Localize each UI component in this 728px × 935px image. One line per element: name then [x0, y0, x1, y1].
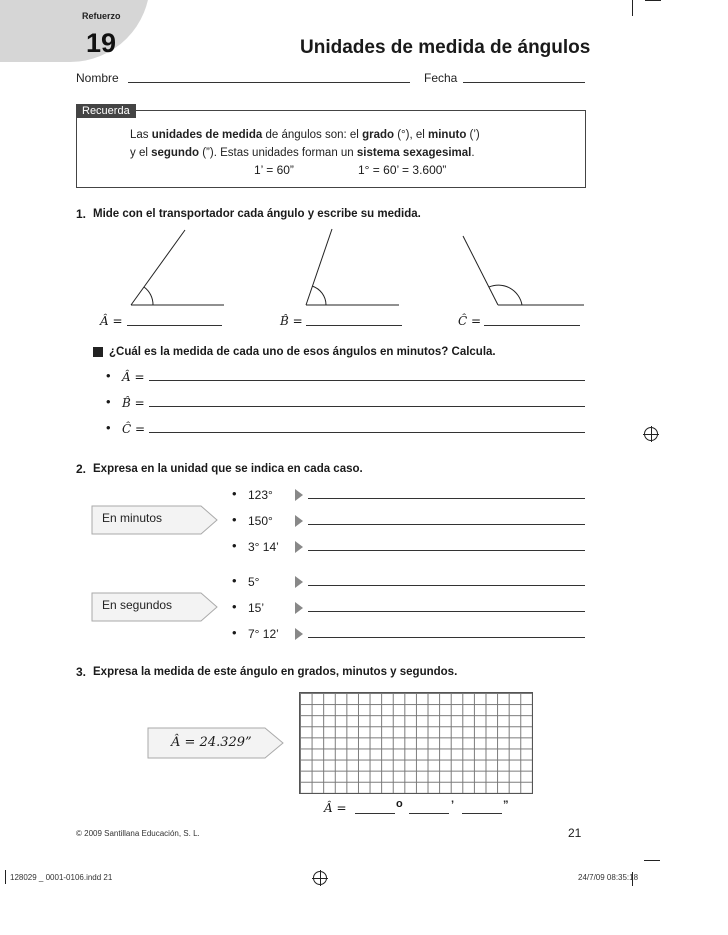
recuerda-label: Recuerda	[76, 104, 136, 118]
tab-label: Refuerzo	[82, 11, 121, 21]
formula-degree: 1° = 60’ = 3.600”	[358, 163, 447, 177]
footer-separator	[0, 868, 728, 869]
sub-a-answer-line[interactable]	[149, 380, 585, 381]
en-segundos-label: En segundos	[102, 598, 173, 612]
bullet-icon: •	[232, 573, 237, 588]
g1-item-2: 150°	[248, 514, 273, 528]
arrow-right-icon	[295, 515, 303, 527]
bullet-icon: •	[232, 486, 237, 501]
q2-text: Expresa en la unidad que se indica en cada caso.	[93, 463, 363, 475]
g2-item-1: 5°	[248, 575, 260, 589]
bullet-icon: •	[106, 368, 111, 383]
q1-sub-text: ¿Cuál es la medida de cada uno de esos ángulos en minutos? Calcula.	[109, 346, 496, 358]
timestamp: 24/7/09 08:35:18	[578, 873, 639, 882]
arrow-right-icon	[295, 541, 303, 553]
sheet-number: 19	[86, 28, 117, 58]
q2-number: 2.	[76, 462, 87, 476]
q3-number: 3.	[76, 665, 87, 679]
angle-c-label: Ĉ =	[458, 314, 482, 328]
sub-b-label: B̂ =	[122, 396, 145, 410]
q3-text: Expresa la medida de este ángulo en grados, minutos y segundos.	[93, 666, 458, 678]
g1-item-3: 3° 14’	[248, 540, 279, 554]
g2-answer-line-1[interactable]	[308, 585, 585, 586]
q3-answer-label: Â =	[324, 801, 347, 815]
formula-minute: 1’ = 60”	[254, 163, 294, 177]
angle-a	[131, 230, 224, 305]
sub-c-label: Ĉ =	[122, 422, 146, 436]
angle-b-label: B̂ =	[280, 314, 303, 328]
g1-answer-line-1[interactable]	[308, 498, 585, 499]
arrow-right-icon	[295, 576, 303, 588]
g1-item-1: 123°	[248, 488, 273, 502]
registration-mark-icon	[313, 871, 327, 885]
bullet-icon: •	[106, 394, 111, 409]
q1-number: 1.	[76, 207, 87, 221]
page-number: 21	[568, 826, 582, 840]
bullet-icon: •	[106, 420, 111, 435]
degree-mark: o	[396, 798, 403, 810]
angle-a-answer-line[interactable]	[127, 325, 222, 326]
calculation-grid[interactable]	[299, 692, 533, 794]
bullet-icon: •	[232, 625, 237, 640]
g1-answer-line-3[interactable]	[308, 550, 585, 551]
file-info: 128029 _ 0001-0106.indd 21	[10, 873, 113, 882]
g2-answer-line-3[interactable]	[308, 637, 585, 638]
g1-answer-line-2[interactable]	[308, 524, 585, 525]
crop-mark	[644, 860, 660, 861]
date-label: Fecha	[424, 71, 458, 85]
bullet-icon: •	[232, 512, 237, 527]
degrees-answer-line[interactable]	[355, 813, 395, 814]
second-mark: ”	[503, 799, 509, 811]
bullet-icon: •	[232, 538, 237, 553]
seconds-answer-line[interactable]	[462, 813, 502, 814]
arrow-right-icon	[295, 628, 303, 640]
square-bullet	[93, 347, 103, 357]
q1-text: Mide con el transportador cada ángulo y escribe su medida.	[93, 208, 421, 220]
arrow-right-icon	[295, 602, 303, 614]
g2-answer-line-2[interactable]	[308, 611, 585, 612]
angle-b-answer-line[interactable]	[306, 325, 402, 326]
minute-mark: ’	[451, 799, 455, 811]
angle-a-label: Â =	[100, 314, 123, 328]
arrow-right-icon	[295, 489, 303, 501]
sub-c-answer-line[interactable]	[149, 432, 585, 433]
bullet-icon: •	[232, 599, 237, 614]
page-title: Unidades de medida de ángulos	[300, 37, 591, 58]
minutes-answer-line[interactable]	[409, 813, 449, 814]
angle-b	[306, 229, 399, 305]
angle-c-answer-line[interactable]	[484, 325, 580, 326]
angle-c	[463, 236, 584, 305]
en-minutos-label: En minutos	[102, 511, 163, 525]
g2-item-3: 7° 12’	[248, 627, 279, 641]
given-angle: Â = 24.329”	[171, 735, 252, 750]
copyright: © 2009 Santillana Educación, S. L.	[76, 829, 200, 838]
registration-mark-icon	[644, 427, 658, 441]
g2-item-2: 15’	[248, 601, 265, 615]
name-label: Nombre	[76, 71, 119, 85]
sub-b-answer-line[interactable]	[149, 406, 585, 407]
sub-a-label: Â =	[122, 370, 145, 384]
crop-mark	[5, 870, 6, 884]
recuerda-text: Las unidades de medida de ángulos son: el grado (°), el minuto (’) y el segundo (”). Estas unidades forman un sistema sexagesimal.	[130, 129, 480, 159]
